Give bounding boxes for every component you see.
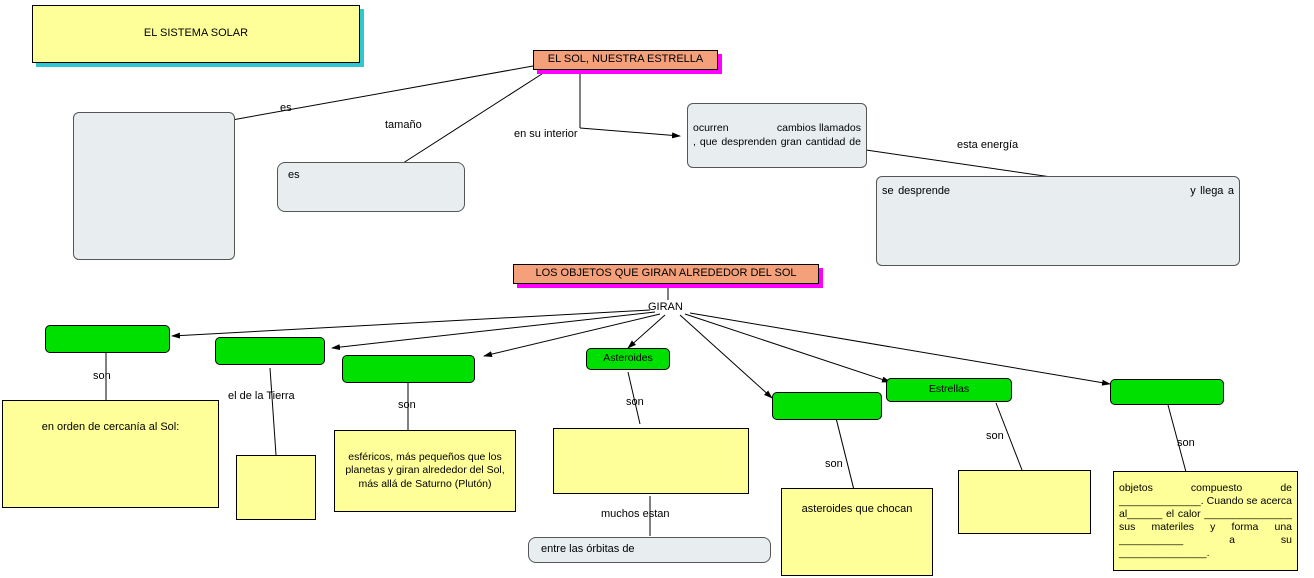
node-estrellas[interactable] — [886, 378, 1012, 402]
edge-label-text: son — [93, 370, 111, 382]
edge-label-muchos-estan — [601, 508, 669, 520]
node-planetas-enanos[interactable] — [342, 355, 475, 383]
node-label: Estrellas — [928, 383, 970, 396]
edge-label-son-2 — [398, 399, 416, 411]
node-label: EL SOL, NUESTRA ESTRELLA — [547, 53, 704, 66]
edge-label-text: son — [1177, 437, 1195, 449]
node-label: asteroides que chocan — [801, 503, 913, 515]
node-label: EL SISTEMA SOLAR — [143, 27, 249, 40]
node-objetos-compuesto-box[interactable] — [1113, 471, 1298, 571]
edge-label-son-4 — [825, 458, 843, 470]
node-label: LOS OBJETOS QUE GIRAN ALREDEDOR DEL SOL — [535, 267, 797, 280]
edge-label-en-su-interior — [514, 128, 578, 140]
label-giran — [648, 301, 683, 313]
edge-label-text: tamaño — [385, 119, 422, 131]
node-el-sol[interactable] — [533, 50, 718, 70]
edge-label-el-de-la-tierra — [228, 390, 295, 402]
edge-label-esta-energia — [957, 139, 1018, 151]
node-tierra[interactable] — [215, 337, 325, 365]
edge-label-son-1 — [93, 370, 111, 382]
node-label: objetos compuesto de ______________. Cuando se acerca al______ el calor _______________ sus materiles y forma una ___________ a su _______________. — [1119, 481, 1295, 560]
edge-label-son-6 — [1177, 437, 1195, 449]
node-cometas[interactable] — [772, 392, 882, 420]
node-label: es — [288, 169, 300, 181]
node-interior-box[interactable] — [687, 103, 914, 168]
node-energia-box[interactable] — [876, 176, 1240, 266]
node-objetos-giran[interactable] — [513, 264, 819, 284]
node-meteoritos[interactable] — [1110, 379, 1224, 405]
node-asteroides-box[interactable] — [553, 428, 749, 494]
node-chocan-box[interactable] — [781, 488, 933, 576]
node-sol-es-box[interactable] — [73, 112, 235, 260]
node-tamano-box[interactable] — [277, 162, 465, 212]
node-label: GIRAN — [648, 301, 683, 313]
node-label: esféricos, más pequeños que los planetas y giran alrededor del Sol, más allá de Saturno (Plutón) — [345, 451, 508, 490]
edge-label-son-3 — [626, 396, 644, 408]
node-label: se desprende y llega a — [882, 185, 1234, 197]
node-label: Asteroides — [603, 352, 653, 365]
node-estrellas-box[interactable] — [958, 470, 1091, 534]
edge-label-es-1 — [280, 102, 292, 114]
node-orbitas-box[interactable] — [528, 537, 771, 563]
edge-label-text: son — [626, 396, 644, 408]
node-label: en orden de cercanía al Sol: — [41, 421, 180, 433]
edge-label-text: el de la Tierra — [228, 390, 295, 402]
edge-label-son-5 — [986, 430, 1004, 442]
node-esfericos-box[interactable] — [334, 430, 516, 512]
edge-label-text: son — [398, 399, 416, 411]
edge-label-text: son — [986, 430, 1004, 442]
node-label: ocurren cambios llamados , que desprenden gran cantidad de — [693, 122, 914, 148]
edge-label-text: son — [825, 458, 843, 470]
edge-label-text: es — [280, 102, 292, 114]
node-tierra-box[interactable] — [236, 455, 316, 520]
edge-label-text: esta energía — [957, 139, 1019, 151]
node-label: entre las órbitas de — [541, 543, 635, 556]
edge-label-text: en su interior — [514, 128, 578, 140]
edge-label-text: muchos estan — [601, 508, 670, 520]
node-sistema-solar[interactable] — [32, 5, 360, 63]
node-asteroides[interactable] — [586, 348, 670, 370]
node-orden-box[interactable] — [2, 400, 219, 508]
edge-label-tamano — [385, 119, 422, 131]
node-planetas[interactable] — [45, 325, 170, 353]
